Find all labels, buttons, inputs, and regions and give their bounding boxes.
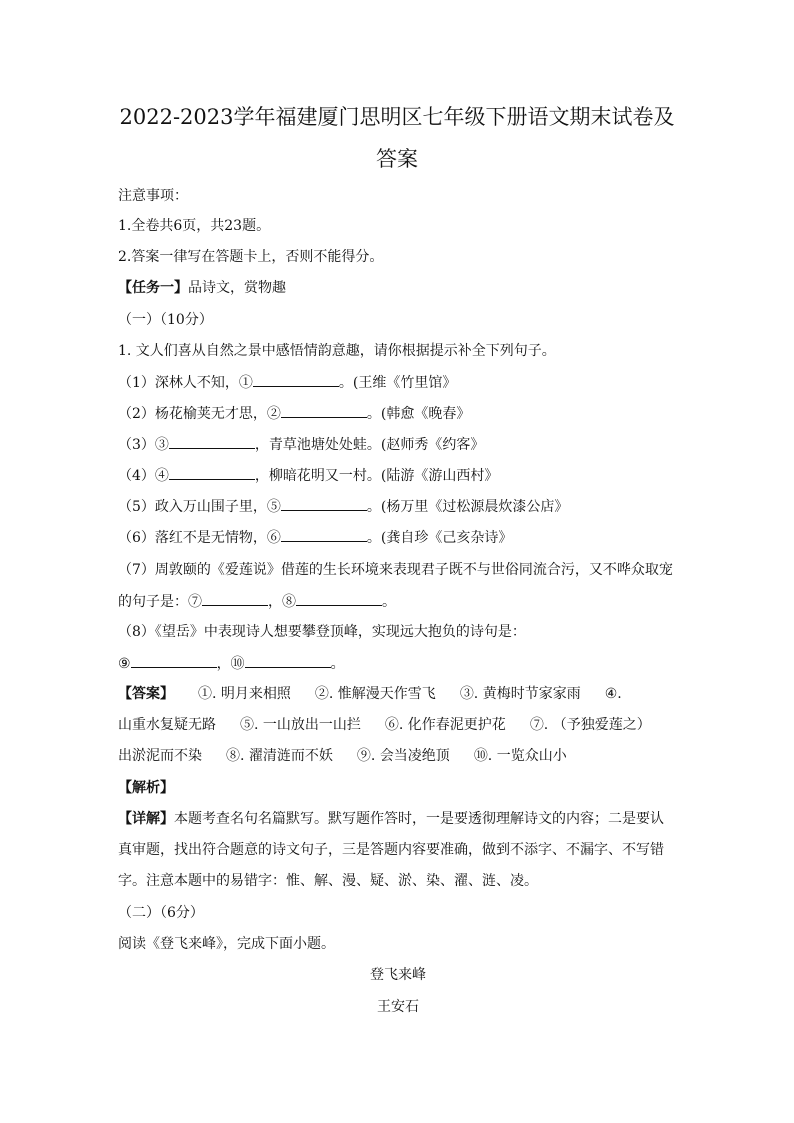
question-1-item-1: （1）深林人不知，① 。(王维《竹里馆》 [118,372,678,393]
note-1: 1.全卷共6页，共23题。 [118,218,271,234]
detail-line-1: 【详解】本题考查名句名篇默写。默写题作答时，一是要透彻理解诗文的内容；二是要认 [118,811,664,827]
answer-blank-10 [245,653,331,668]
answer-line-2: 山重水复疑无路 ⑤. 一山放出一山拦 ⑥. 化作春泥更护花 ⑦. （予独爱莲之） [118,717,651,733]
note-2: 2.答案一律写在答题卡上，否则不能得分。 [118,249,384,265]
question-1-item-7-line1: （7）周敦颐的《爱莲说》借莲的生长环境来表现君子既不与世俗同流合污，又不哗众取宠 [118,562,673,578]
poem-author: 王安石 [377,999,419,1015]
document-title-line1: 2022-2023学年福建厦门思明区七年级下册语文期末试卷及 [119,105,675,129]
answer-blank-6 [281,527,367,542]
detail-line-3: 字。注意本题中的易错字：惟、解、漫、疑、淤、染、濯、涟、凌。 [118,873,538,889]
document-title-line2: 答案 [376,147,418,171]
answer-blank-5 [281,496,367,511]
task1-bracket: 【任务一】 [118,280,188,296]
task1-heading [118,278,678,298]
question-1-stem: 1. 文人们喜从自然之景中感悟情韵意趣，请你根据提示补全下列句子。 [118,343,556,359]
question-1-item-5: （5）政入万山围子里，⑤ 。(杨万里《过松源晨炊漆公店》 [118,496,678,517]
question-1-item-4: （4）④ ，柳暗花明又一村。(陆游《游山西村》 [118,465,678,486]
poem-title: 登飞来峰 [370,967,426,983]
answer-blank-2 [281,403,367,418]
notes-heading: 注意事项： [118,188,188,204]
question-1-item-6: （6）落红不是无情物，⑥ 。(龚自珍《己亥杂诗》 [118,527,678,548]
answer-line-3: 出淤泥而不染 ⑧. 濯清涟而不妖 ⑨. 会当凌绝顶 ⑩. 一览众山小 [118,748,567,764]
detail-line-2: 真审题，找出符合题意的诗文句子，三是答题内容要准确，做到不添字、不漏字、不写错 [118,842,664,858]
question-1-item-8-line1: （8）《望岳》中表现诗人想要攀登顶峰，实现远大抱负的诗句是： [118,624,526,640]
reading-prompt: 阅读《登飞来峰》，完成下面小题。 [118,936,335,952]
answer-blank-4 [169,465,255,480]
question-1-item-7-line2: 的句子是：⑦ ，⑧ 。 [118,591,678,612]
detail-label: 【详解】 [118,811,174,827]
answer-blank-1 [253,372,339,387]
part1-heading: （一）（10分） [118,312,213,328]
question-1-item-3: （3）③ ，青草池塘处处蛙。(赵师秀《约客》 [118,434,678,455]
question-1-item-8-line2: ⑨ ，⑩ 。 [118,653,678,674]
answer-blank-7 [202,591,268,606]
answer-blank-3 [169,434,255,449]
analysis-label: 【解析】 [118,780,174,796]
task1-title: 品诗文，赏物趣 [188,280,286,296]
answer-blank-9 [131,653,217,668]
answer-label: 【答案】 [118,686,174,702]
part2-heading: （二）（6分） [118,905,204,921]
question-1-item-2: （2）杨花榆荚无才思，② 。(韩愈《晚春》 [118,403,678,424]
answer-line-1: 【答案】 ①. 明月来相照 ②. 惟解漫天作雪飞 ③. 黄梅时节家家雨 ④. [118,686,622,702]
answer-blank-8 [296,591,382,606]
